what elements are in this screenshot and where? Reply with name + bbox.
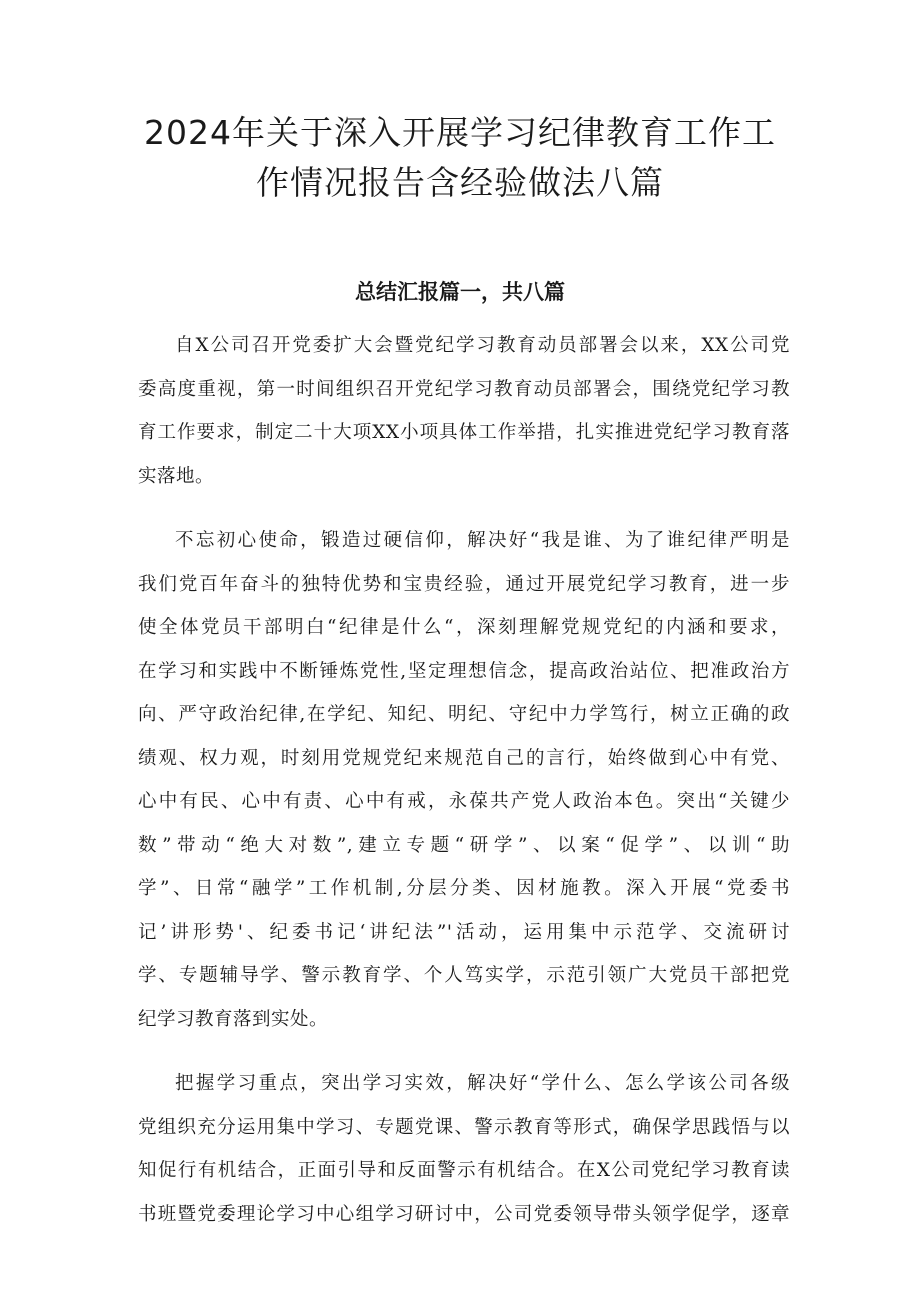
paragraph-line: 纪学习教育落到实处。 [138,1008,329,1030]
paragraph-line: 育工作要求，制定二十大项XX小项具体工作举措，扎实推进党纪学习教育落 [138,422,790,443]
paragraph-line: 自X公司召开党委扩大会暨党纪学习教育动员部署会以来，XX公司党 [175,335,790,356]
paragraph-line: 知促行有机结合，正面引导和反面警示有机结合。在X公司党纪学习教育读 [138,1160,790,1181]
document-body [138,324,790,1257]
paragraph-3 [138,1062,790,1236]
paragraph-line: 学”、日常“融学”工作机制,分层分类、因材施教。深入开展“党委书 [138,878,790,899]
paragraph-line: 学、专题辅导学、警示教育学、个人笃实学，示范引领广大党员干部把党 [138,965,790,986]
paragraph-line: 绩观、权力观，时刻用党规党纪来规范自己的言行，始终做到心中有党、 [138,747,790,769]
paragraph-line: 记’讲形势'、纪委书记‘讲纪法”'活动，运用集中示范学、交流研讨 [138,921,790,943]
paragraph-line: 委高度重视，第一时间组织召开党纪学习教育动员部署会，围绕党纪学习教 [138,378,790,400]
paragraph-line: 实落地。 [138,465,215,487]
title-line-2: 作情况报告含经验做法八篇 [256,163,664,202]
paragraph-line: 书班暨党委理论学习中心组学习研讨中，公司党委领导带头领学促学，逐章 [138,1203,790,1225]
section-heading: 总结汇报篇一，共八篇 [355,280,565,304]
paragraph-line: 数”带动“绝大对数”,建立专题“研学”、以案“促学”、以训“助 [138,834,790,856]
paragraph-line: 在学习和实践中不断锤炼党性,坚定理想信念，提高政治站位、把准政治方 [138,660,790,682]
paragraph-1 [138,324,790,498]
paragraph-line: 我们党百年奋斗的独特优势和宝贵经验，通过开展党纪学习教育，进一步 [138,573,790,595]
document-title [120,108,800,208]
paragraph-2 [138,519,790,1041]
paragraph-line: 心中有民、心中有责、心中有戒，永葆共产党人政治本色。突出“关键少 [138,791,790,812]
title-line-1: 2024年关于深入开展学习纪律教育工作工 [144,113,776,152]
paragraph-line: 把握学习重点，突出学习实效，解决好“学什么、怎么学该公司各级 [175,1073,790,1094]
paragraph-line: 党组织充分运用集中学习、专题党课、警示教育等形式，确保学思践悟与以 [138,1116,790,1138]
paragraph-line: 向、严守政治纪律,在学纪、知纪、明纪、守纪中力学笃行，树立正确的政 [138,704,790,725]
paragraph-line: 不忘初心使命，锻造过硬信仰，解决好“我是谁、为了谁纪律严明是 [175,530,790,551]
paragraph-line: 使全体党员干部明白“纪律是什么“，深刻理解党规党纪的内涵和要求， [138,617,790,638]
